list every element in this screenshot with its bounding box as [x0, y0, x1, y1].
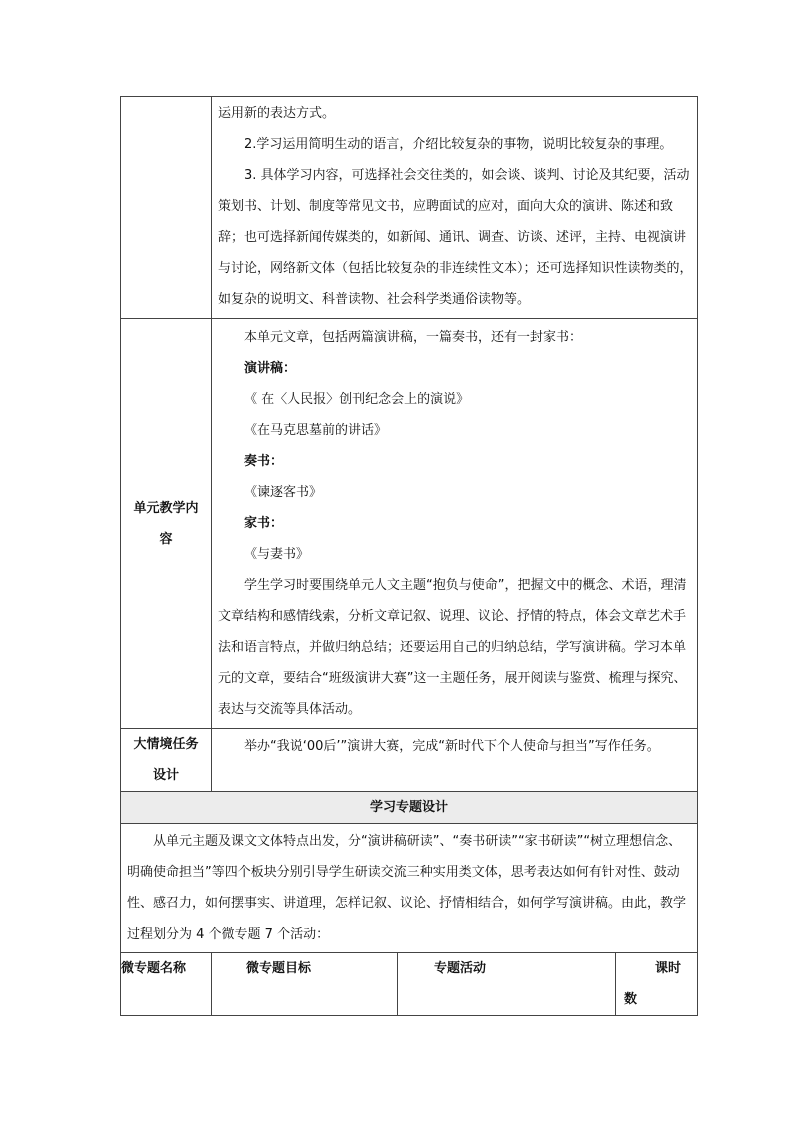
unit-content-row — [121, 319, 698, 729]
topic-design-text: 从单元主题及课文文体特点出发，分“演讲稿研读”、“奏书研读”“家书研读”“树立理想信念、明确使命担当”等四个板块分别引导学生研读交流三种实用类文体，思考表达如何有针对性、鼓动性、感召力，如何摆事实、讲道理，怎样记叙、议论、抒情相结合，如何学写演讲稿。由此，教学过程划分为 4 个微专题 7 个活动： — [127, 834, 687, 942]
speech-item: 《在马克思墓前的讲话》 — [244, 423, 388, 438]
speech-group-title: 演讲稿： — [244, 361, 297, 376]
topic-design-text-row — [121, 824, 698, 953]
memorial-item: 《谏逐客书》 — [244, 485, 323, 500]
header-topic-activity: 专题活动 — [398, 953, 616, 1016]
goal-line: 3. 具体学习内容，可选择社会交往类的，如会谈、谈判、讨论及其纪要，活动策划书、计划、制度等常见文书，应聘面试的应对，面向大众的演讲、陈述和致辞；也可选择新闻传媒类的，如新闻、通讯、调查、访谈、述评，主持、电视演讲与讨论，网络新文体（包括比较复杂的非连续性文本）；还可选择知识性读物类的，如复杂的说明文、科普读物、社会科学类通俗读物等。 — [218, 168, 693, 307]
header-micro-topic-goal: 微专题目标 — [212, 953, 398, 1016]
header-class-hours: 课时 数 — [616, 953, 698, 1016]
topic-design-banner: 学习专题设计 — [121, 792, 698, 824]
unit-content-label: 单元教学内 容 — [121, 319, 212, 729]
micro-topic-header-row — [121, 953, 698, 1016]
situational-task-label: 大情境任务 设计 — [121, 729, 212, 792]
learning-goals-row — [121, 97, 698, 319]
unit-plan-table — [120, 96, 698, 1016]
learning-goals-content — [212, 97, 698, 319]
memorial-group-title: 奏书： — [244, 454, 284, 469]
letter-group-title: 家书： — [244, 516, 284, 531]
goal-line: 2.学习运用简明生动的语言，介绍比较复杂的事物，说明比较复杂的事理。 — [244, 137, 673, 152]
situational-task-text: 举办“我说‘00后’”演讲大赛，完成“新时代下个人使命与担当”写作任务。 — [244, 739, 660, 754]
topic-design-text-cell — [121, 824, 698, 953]
learning-goals-label-cell — [121, 97, 212, 319]
goal-line: 运用新的表达方式。 — [218, 106, 336, 121]
speech-item: 《 在〈人民报〉创刊纪念会上的演说》 — [244, 392, 470, 407]
topic-design-banner-row — [121, 792, 698, 824]
unit-summary: 学生学习时要围绕单元人文主题“抱负与使命”，把握文中的概念、术语，理清文章结构和感情线索，分析文章记叙、说理、议论、抒情的特点，体会文章艺术手法和语言特点，并做归纳总结；还要运用自己的归纳总结，学写演讲稿。学习本单元的文章，要结合“班级演讲大赛”这一主题任务，展开阅读与鉴赏、梳理与探究、表达与交流等具体活动。 — [218, 578, 687, 717]
header-micro-topic-name: 微专题名称 — [121, 953, 212, 1016]
unit-content-body — [212, 319, 698, 729]
letter-item: 《与妻书》 — [244, 547, 310, 562]
unit-intro: 本单元文章，包括两篇演讲稿，一篇奏书，还有一封家书： — [244, 330, 583, 345]
situational-task-body — [212, 729, 698, 792]
situational-task-row — [121, 729, 698, 792]
